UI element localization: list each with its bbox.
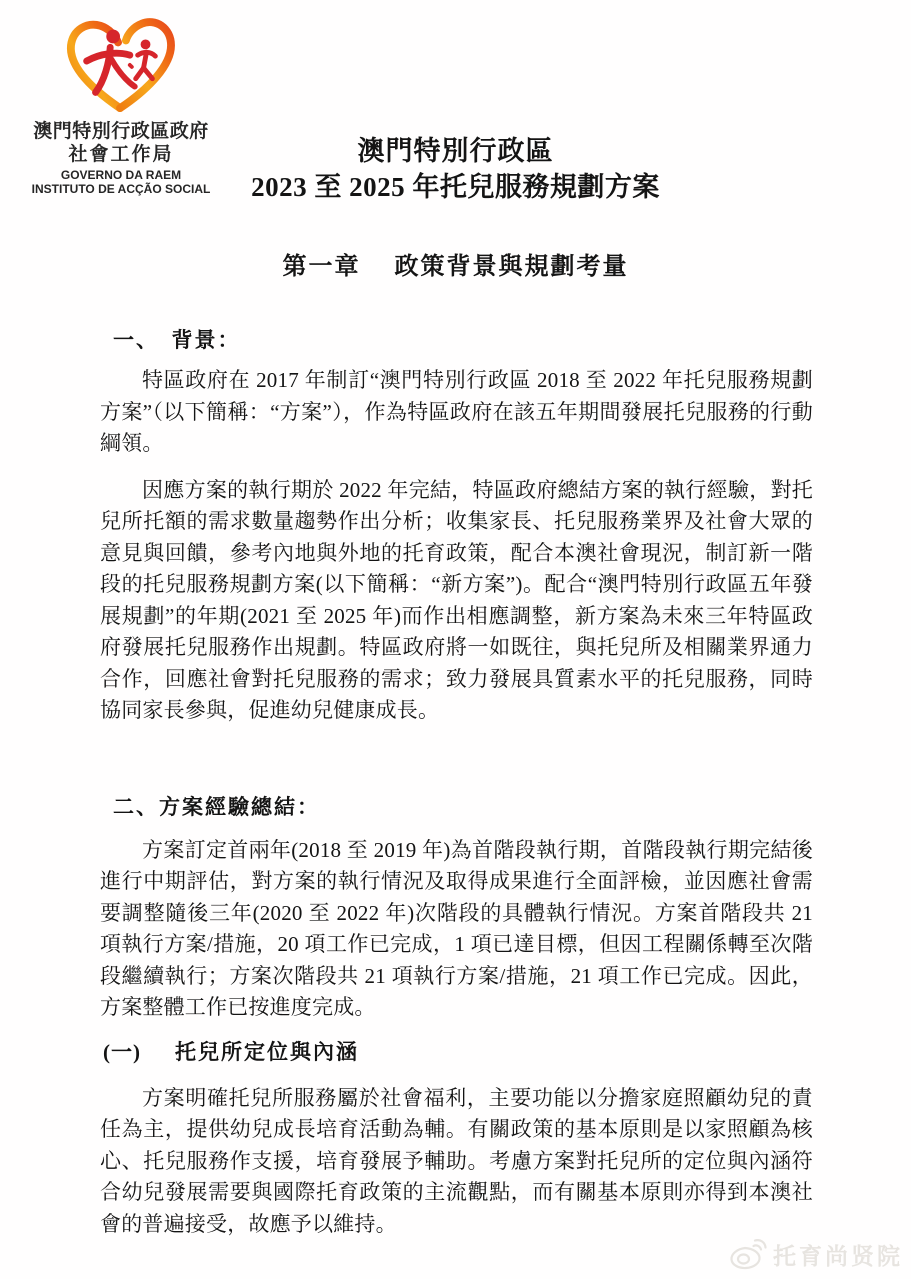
watermark-text: 托育尚贤院 <box>773 1243 903 1269</box>
org-name-chinese: 澳門特別行政區政府 <box>33 121 209 142</box>
subsection-1-heading <box>103 1038 813 1066</box>
ias-heart-logo-icon <box>60 12 182 114</box>
org-dept-chinese: 社會工作局 <box>68 144 174 165</box>
document-title-plan: 2023 至 2025 年托兒服務規劃方案 <box>251 172 660 202</box>
section-1-paragraph-1: 特區政府在 2017 年制訂“澳門特別行政區 2018 至 2022 年托兒服務規劃方案”（以下簡稱：“方案”），作為特區政府在該五年期間發展托兒服務的行動綱領。 <box>100 368 813 455</box>
document-body <box>100 326 813 1240</box>
section-1-heading: 一、 背景： <box>113 328 241 352</box>
subsection-1-title: 托兒所定位與內涵 <box>175 1039 359 1064</box>
subsection-1-number: (一) <box>103 1039 141 1064</box>
section-2-paragraph-1: 方案訂定首兩年(2018 至 2019 年)為首階段執行期，首階段執行期完結後進行中期評估，對方案的執行情況及取得成果進行全面評檢，並因應社會需要調整隨後三年(2020 至 2022 年)次階段的具體執行情況。方案首階段共 21 項執行方案/措施，20 項工作已完成，1 項已達目標，但因工程關係轉至次階段繼續執行；方案次階段共 21 項執行方案/措施，21 項工作已完成。因此，方案整體工作已按進度完成。 <box>100 837 813 1019</box>
subsection-1-paragraph-1: 方案明確托兒所服務屬於社會福利，主要功能以分擔家庭照顧幼兒的責任為主，提供幼兒成長培育活動為輔。有關政策的基本原則是以家照顧為核心、托兒服務作支援，培育發展予輔助。考慮方案對托兒所的定位與內涵符合幼兒發展需要與國際托育政策的主流觀點，而有關基本原則亦得到本澳社會的普遍接受，故應予以維持。 <box>100 1085 813 1236</box>
section-2-heading: 二、方案經驗總結： <box>113 794 320 819</box>
document-title-region: 澳門特別行政區 <box>357 136 554 166</box>
section-1-paragraph-2: 因應方案的執行期於 2022 年完結，特區政府總結方案的執行經驗，對托兒所托額的需求數量趨勢作出分析；收集家長、托兒服務業界及社會大眾的意見與回饋，參考內地與外地的托育政策，配合本澳社會現況，制訂新一階段的托兒服務規劃方案(以下簡稱：“新方案”)。配合“澳門特別行政區五年發展規劃”的年期(2021 至 2025 年)而作出相應調整，新方案為未來三年特區政府發展托兒服務作出規劃。特區政府將一如既往，與托兒所及相關業界通力合作，回應社會對托兒服務的需求；致力發展具質素水平的托兒服務，同時協同家長參與，促進幼兒健康成長。 <box>100 477 813 722</box>
weibo-watermark <box>729 1238 903 1271</box>
document-title <box>0 134 911 205</box>
chapter-heading: 第一章 政策背景與規劃考量 <box>282 254 629 280</box>
weibo-icon <box>729 1239 767 1270</box>
org-dept-portuguese: INSTITUTO DE ACÇÃO SOCIAL <box>31 182 211 196</box>
org-name-portuguese: GOVERNO DA RAEM <box>60 168 182 182</box>
